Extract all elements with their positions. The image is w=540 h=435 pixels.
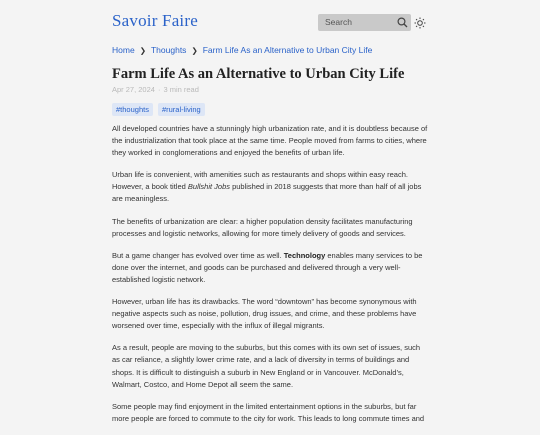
- paragraph-text: But a game changer has evolved over time as well.: [112, 250, 284, 260]
- book-title: Bullshit Jobs: [187, 182, 230, 192]
- paragraph: As a result, people are moving to the suburbs, but this comes with its own set of issues, such as car reliance, a slightly lower crime rate, and a lack of diversity in terms of buildings and shops. It is difficult to distinguish a suburb in New England or in Vancouver. McDonald’s, Walmart, Costco, and Home Depot all seem the same.: [112, 343, 421, 389]
- search-input[interactable]: Search: [325, 17, 352, 27]
- paragraph: The benefits of urbanization are clear: a higher population density facilitates manufacturing processes and logistic networks, allowing for more timely delivery of goods and services.: [112, 216, 413, 238]
- publish-date: Apr 27, 2024: [112, 85, 155, 94]
- paragraph: [112, 250, 428, 286]
- tag-thoughts[interactable]: #thoughts: [112, 103, 153, 116]
- sun-icon[interactable]: [414, 16, 426, 28]
- paragraph: All developed countries have a stunningly high urbanization rate, and it is doubtless because of the industrialization that took place at the same time. People moved from farms to cities, where they worked in conglomerations and enjoyed the benefits of urban life.: [112, 124, 428, 158]
- breadcrumb-current[interactable]: Farm Life As an Alternative to Urban City Life: [202, 45, 373, 55]
- site-title[interactable]: Savoir Faire: [112, 11, 198, 30]
- emphasis-technology: Technology: [283, 250, 326, 260]
- breadcrumb-home[interactable]: Home: [112, 45, 135, 55]
- paragraph: Some people may find enjoyment in the limited entertainment options in the suburbs, but far more people are forced to commute to the city for work. This leads to long commute times and: [112, 401, 425, 423]
- tag-list: [112, 103, 205, 116]
- breadcrumb-thoughts[interactable]: Thoughts: [150, 45, 187, 55]
- chevron-right-icon: ❯: [139, 46, 146, 55]
- article-body: [112, 123, 428, 435]
- article-meta: [112, 85, 199, 94]
- paragraph-text: Urban life is convenient, with amenities such as restaurants and shops within easy reach. However, a book titled: [112, 170, 408, 192]
- tag-rural-living[interactable]: #rural-living: [158, 103, 205, 116]
- paragraph: However, urban life has its drawbacks. The word “downtown” has become synonymous with negative aspects such as noise, pollution, drug issues, and crime, and these problems have worsened over time, especially with the influx of illegal migrants.: [112, 297, 417, 331]
- search-box[interactable]: [318, 14, 411, 31]
- paragraph-text: published in 2018 suggests that more than half of all jobs are meaningless.: [112, 182, 422, 204]
- search-icon[interactable]: [396, 16, 409, 29]
- paragraph: [112, 169, 428, 205]
- page-title: Farm Life As an Alternative to Urban City Life: [112, 66, 405, 82]
- paragraph-text: enables many services to be done over the internet, and goods can be purchased and delivered through a very well-established logistic network.: [112, 250, 423, 284]
- chevron-right-icon: ❯: [191, 46, 198, 55]
- read-time: 3 min read: [163, 85, 199, 94]
- breadcrumb: [112, 45, 372, 55]
- meta-separator: ·: [157, 85, 161, 94]
- site-header: [0, 0, 540, 44]
